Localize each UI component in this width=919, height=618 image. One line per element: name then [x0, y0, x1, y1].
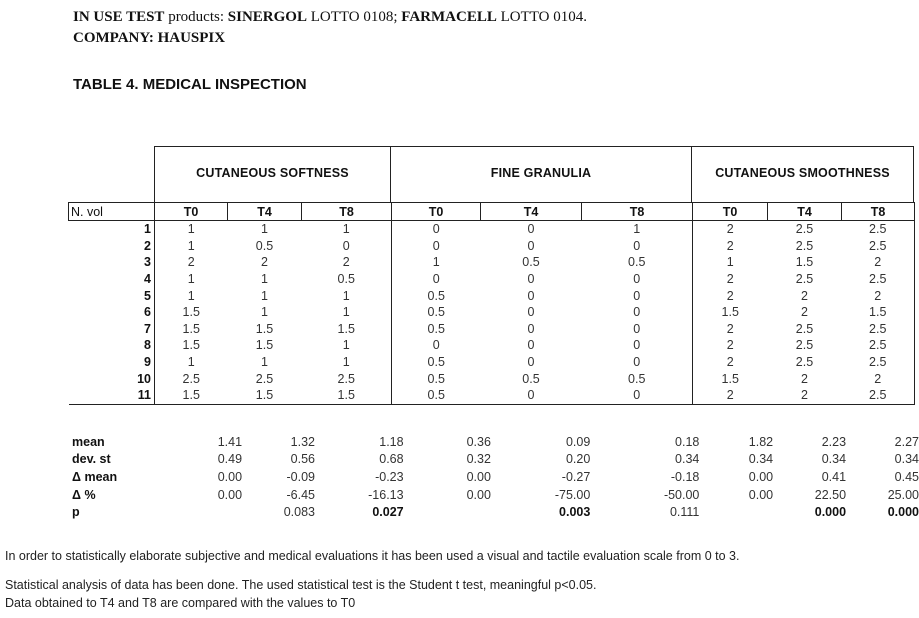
score-cell: 0.5: [522, 371, 540, 386]
score-cell: 0.5: [522, 255, 540, 270]
stat-value: -0.27: [561, 469, 591, 484]
score-cell: 0.5: [337, 272, 355, 287]
stat-value: 0.00: [217, 469, 243, 484]
score-cell: 0.5: [392, 387, 481, 404]
table-row: [69, 321, 915, 338]
score-cell: 0: [527, 272, 535, 287]
score-cell: 2.5: [842, 321, 915, 338]
score-cell: 2.5: [842, 238, 915, 255]
score-cell: 0: [342, 238, 350, 253]
score-cell: 1: [633, 222, 641, 237]
volunteer-number: 1: [144, 222, 151, 237]
stat-value: 0.41: [821, 469, 847, 484]
stat-value: 0.000: [887, 505, 919, 520]
column-header-time: T8: [842, 203, 915, 221]
score-cell: 1.5: [255, 321, 274, 336]
stats-table: [72, 433, 919, 521]
score-cell: 2.5: [842, 354, 915, 371]
stat-label: mean: [72, 434, 105, 449]
score-cell: 1.5: [337, 321, 355, 336]
score-cell: 2: [842, 370, 915, 387]
column-header-time: T4: [481, 203, 582, 221]
score-cell: 2: [693, 354, 768, 371]
product1-lot: LOTTO 0108;: [310, 9, 398, 25]
score-cell: 2.5: [795, 238, 814, 253]
stat-value: 0.000: [814, 505, 847, 520]
score-cell: 2: [693, 271, 768, 288]
score-cell: 0: [527, 288, 535, 303]
group-header-softness: [154, 146, 391, 202]
score-cell: 1: [261, 272, 268, 287]
score-cell: 0: [527, 305, 535, 320]
stat-value: -6.45: [286, 487, 315, 502]
table-row: [69, 337, 915, 354]
table-row: [69, 254, 915, 271]
score-cell: 0: [392, 238, 481, 255]
stat-value: 0.36: [466, 434, 491, 449]
stat-value: 0.027: [372, 505, 404, 520]
table-row: [69, 387, 915, 404]
stat-value: -0.09: [286, 469, 315, 484]
score-cell: 0.5: [392, 287, 481, 304]
stat-value: 22.50: [814, 487, 847, 502]
score-cell: 0: [633, 238, 641, 253]
score-cell: 2.5: [795, 338, 814, 353]
column-header-nvol: N. vol: [69, 203, 155, 221]
stats-row: [72, 433, 919, 451]
stat-label: p: [72, 505, 80, 520]
score-cell: 2.5: [842, 337, 915, 354]
score-cell: 0.5: [392, 354, 481, 371]
column-header-time: T0: [155, 203, 228, 221]
stat-value: 25.00: [887, 487, 919, 502]
score-cell: 1: [261, 355, 268, 370]
score-cell: 1.5: [155, 321, 228, 338]
score-cell: 0: [392, 221, 481, 238]
stat-value: 0.18: [675, 434, 700, 449]
score-cell: 2: [693, 321, 768, 338]
volunteer-number: 11: [69, 387, 155, 404]
score-cell: 1: [342, 355, 350, 370]
score-cell: 1.5: [302, 387, 392, 404]
volunteer-number: 7: [144, 321, 151, 336]
volunteer-number: 6: [144, 305, 151, 320]
stat-value: 0.56: [290, 452, 315, 467]
score-cell: 2.5: [795, 321, 814, 336]
score-cell: 2: [155, 254, 228, 271]
score-cell: 2: [842, 254, 915, 271]
stat-value: -16.13: [368, 487, 404, 502]
score-cell: 1.5: [795, 255, 814, 270]
table-row: [69, 354, 915, 371]
score-cell: 2.5: [255, 371, 274, 386]
stat-value: 0.00: [217, 487, 243, 502]
score-cell: 0: [392, 337, 481, 354]
score-cell: 1.5: [228, 387, 302, 404]
volunteer-number: 2: [144, 238, 151, 253]
stat-value: 0.003: [559, 505, 591, 520]
score-cell: 1.5: [255, 338, 274, 353]
group-label: CUTANEOUS SOFTNESS: [196, 165, 349, 180]
group-header-smoothness: [691, 146, 914, 202]
score-cell: 1: [342, 288, 350, 303]
score-cell: 0.5: [255, 238, 274, 253]
stat-value: 2.23: [821, 434, 847, 449]
score-cell: 2: [693, 238, 768, 255]
score-cell: 1: [342, 305, 350, 320]
table-title: TABLE 4. MEDICAL INSPECTION: [73, 76, 307, 93]
score-cell: 1: [342, 222, 350, 237]
score-cell: 0: [633, 321, 641, 336]
stat-label: Δ %: [72, 487, 96, 502]
note-comparison: Data obtained to T4 and T8 are compared with the values to T0: [5, 596, 356, 610]
data-table: [68, 202, 915, 405]
note-statistical-test: Statistical analysis of data has been done. The used statistical test is the Student t test, meaningful p<0.05.: [5, 578, 597, 592]
score-cell: 1: [261, 305, 268, 320]
header-products-line: [73, 8, 587, 26]
table-row: [69, 221, 915, 238]
stat-value: -75.00: [554, 487, 591, 502]
stat-value: 0.34: [748, 452, 774, 467]
group-label: CUTANEOUS SMOOTHNESS: [715, 165, 890, 180]
stat-value: [699, 503, 773, 521]
score-cell: 1.5: [155, 304, 228, 321]
score-cell: 0: [527, 321, 535, 336]
stat-value: 0.20: [565, 452, 591, 467]
stat-value: 0.00: [748, 487, 774, 502]
score-cell: 0: [633, 355, 641, 370]
group-label: FINE GRANULIA: [490, 165, 592, 180]
score-cell: 0: [633, 272, 641, 287]
score-cell: 0: [527, 355, 535, 370]
volunteer-number: 4: [144, 272, 151, 287]
score-cell: 1: [155, 221, 228, 238]
score-cell: 1.5: [693, 304, 768, 321]
score-cell: 2.5: [795, 355, 814, 370]
score-cell: 2.5: [155, 370, 228, 387]
stats-row: [72, 451, 919, 469]
column-header-time: T8: [582, 203, 693, 221]
stat-value: 1.18: [379, 434, 404, 449]
stat-value: 0.34: [821, 452, 847, 467]
volunteer-number: 5: [144, 288, 151, 303]
score-cell: 0.5: [392, 321, 481, 338]
score-cell: 0.5: [392, 370, 481, 387]
stat-value: 0.45: [894, 469, 919, 484]
score-cell: 2: [842, 287, 915, 304]
stat-value: -50.00: [663, 487, 700, 502]
volunteer-number: 8: [144, 338, 151, 353]
score-cell: 0: [392, 271, 481, 288]
score-cell: 2.5: [337, 371, 355, 386]
product1-name: SINERGOL: [227, 9, 307, 25]
score-cell: 0: [527, 222, 535, 237]
test-type: IN USE TEST: [73, 9, 165, 25]
score-cell: 2.5: [795, 222, 814, 237]
stat-value: 0.111: [669, 505, 700, 520]
score-cell: 1: [155, 354, 228, 371]
table-row: [69, 304, 915, 321]
score-cell: 2: [693, 387, 768, 404]
score-cell: 2.5: [842, 271, 915, 288]
score-cell: 2: [768, 387, 842, 404]
group-header-granulia: [390, 146, 692, 202]
note-scale: In order to statistically elaborate subjective and medical evaluations it has been used a visual and tactile evaluation scale from 0 to 3.: [5, 549, 740, 563]
score-cell: 0: [527, 338, 535, 353]
stat-value: -0.18: [670, 469, 700, 484]
product2-name: FARMACELL: [401, 9, 497, 25]
volunteer-number: 9: [144, 355, 151, 370]
stat-value: 0.32: [466, 452, 491, 467]
stat-value: 0.00: [466, 469, 491, 484]
stat-value: 0.00: [748, 469, 774, 484]
score-cell: 0.5: [628, 255, 646, 270]
score-cell: 1: [155, 287, 228, 304]
stat-value: 1.41: [217, 434, 243, 449]
score-cell: 1: [392, 254, 481, 271]
stat-value: 0.00: [466, 487, 491, 502]
column-header-time: T4: [228, 203, 302, 221]
score-cell: 2: [801, 305, 808, 320]
score-cell: 0.5: [628, 371, 646, 386]
table-row: [69, 238, 915, 255]
stats-row: [72, 468, 919, 486]
column-header-row: [69, 203, 915, 221]
stat-label: Δ mean: [72, 469, 118, 484]
stat-value: -0.23: [375, 469, 404, 484]
score-cell: 0: [633, 338, 641, 353]
score-cell: 1: [261, 288, 268, 303]
score-cell: 2: [801, 288, 808, 303]
stats-row: [72, 503, 919, 521]
stat-label: dev. st: [72, 452, 111, 467]
table-row: [69, 370, 915, 387]
score-cell: 1.5: [693, 370, 768, 387]
score-cell: 1.5: [842, 304, 915, 321]
score-cell: 1.5: [155, 387, 228, 404]
score-cell: 2: [261, 255, 268, 270]
stat-value: 0.68: [379, 452, 404, 467]
score-cell: 1: [155, 271, 228, 288]
stat-value: 0.083: [283, 505, 315, 520]
score-cell: 1.5: [155, 337, 228, 354]
column-header-time: T4: [768, 203, 842, 221]
table-row: [69, 271, 915, 288]
stat-value: [404, 503, 491, 521]
stat-value: 0.09: [565, 434, 591, 449]
stat-value: [161, 503, 243, 521]
score-cell: 1: [342, 338, 350, 353]
score-cell: 0: [633, 288, 641, 303]
score-cell: 2.5: [842, 387, 915, 404]
volunteer-number: 10: [137, 371, 151, 386]
score-cell: 2: [693, 287, 768, 304]
table-row: [69, 287, 915, 304]
score-cell: 0: [633, 305, 641, 320]
score-cell: 2: [801, 371, 808, 386]
volunteer-number: 3: [144, 255, 151, 270]
column-header-time: T8: [302, 203, 392, 221]
stat-value: 1.82: [748, 434, 774, 449]
score-cell: 0: [582, 387, 693, 404]
stat-value: 0.49: [217, 452, 243, 467]
stat-value: 1.32: [290, 434, 315, 449]
stat-value: 2.27: [894, 434, 919, 449]
score-cell: 1: [261, 222, 268, 237]
stat-value: 0.34: [894, 452, 919, 467]
column-header-time: T0: [693, 203, 768, 221]
product2-lot: LOTTO 0104.: [500, 9, 587, 25]
column-header-time: T0: [392, 203, 481, 221]
score-cell: 2.5: [795, 272, 814, 287]
score-cell: 1: [155, 238, 228, 255]
score-cell: 2.5: [842, 221, 915, 238]
score-cell: 0: [481, 387, 582, 404]
score-cell: 0: [527, 238, 535, 253]
score-cell: 1: [693, 254, 768, 271]
score-cell: 0.5: [392, 304, 481, 321]
products-label: products:: [168, 9, 225, 25]
score-cell: 2: [342, 255, 350, 270]
stat-value: 0.34: [675, 452, 700, 467]
score-cell: 2: [693, 221, 768, 238]
stats-row: [72, 486, 919, 504]
score-cell: 2: [693, 337, 768, 354]
company-line: COMPANY: HAUSPIX: [73, 30, 226, 46]
